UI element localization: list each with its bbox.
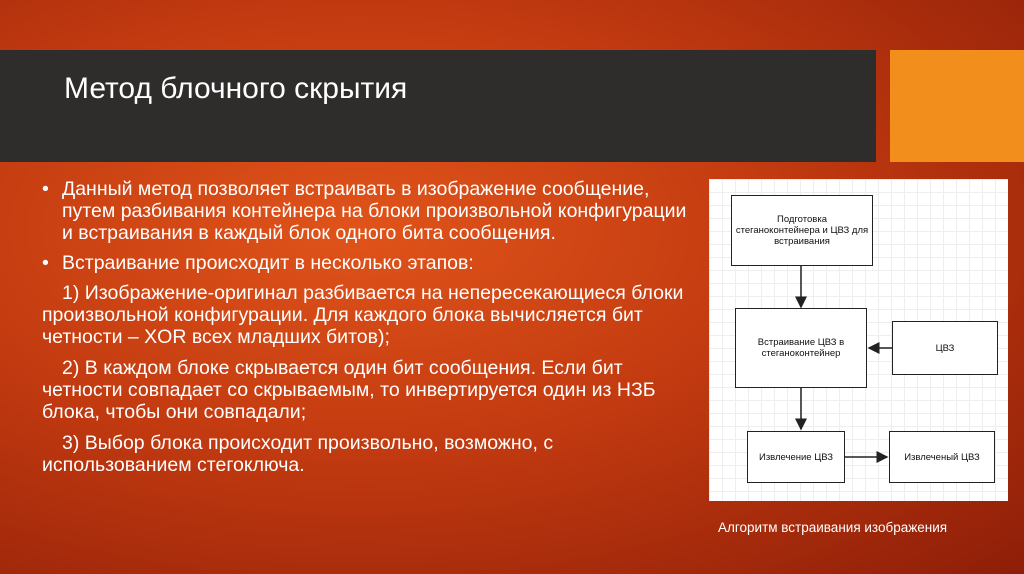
- step-text: Изображение-оригинал разбивается на непересекающиеся блоки произвольной конфигурации. Для каждого блока вычисляется бит четности – XOR всех младших битов);: [42, 282, 684, 348]
- bullet-marker: •: [42, 252, 49, 274]
- step-number: 2): [62, 357, 80, 379]
- bullet-marker: •: [42, 178, 49, 200]
- step-number: 1): [62, 282, 80, 304]
- box-extracted: Извлеченый ЦВЗ: [889, 431, 995, 483]
- step-item: [42, 432, 702, 476]
- box-prepare: Подготовка стеганоконтейнера и ЦВЗ для встраивания: [731, 195, 873, 266]
- step-text: В каждом блоке скрывается один бит сообщения. Если бит четности совпадает со скрываемым, то инвертируется один из НЗБ блока, чтобы они совпадали;: [42, 357, 656, 423]
- box-embed: Встраивание ЦВЗ в стеганоконтейнер: [735, 308, 867, 388]
- box-extract: Извлечение ЦВЗ: [747, 431, 845, 483]
- bullet-item: [42, 252, 702, 274]
- step-item: [42, 282, 702, 348]
- diagram-caption: Алгоритм встраивания изображения: [718, 520, 948, 535]
- bullet-text: Данный метод позволяет встраивать в изображение сообщение, путем разбивания контейнера на блоки произвольной конфигурации и встраивания в каждый блок одного бита сообщения.: [62, 178, 687, 244]
- flowchart-diagram: [709, 179, 1008, 501]
- slide-title: Метод блочного скрытия: [64, 72, 408, 105]
- step-text: Выбор блока происходит произвольно, возможно, с использованием стегоключа.: [42, 432, 554, 476]
- title-bar: [0, 50, 876, 162]
- box-cvz: ЦВЗ: [892, 321, 998, 375]
- slide-content: [42, 178, 702, 485]
- step-number: 3): [62, 432, 80, 454]
- bullet-item: [42, 178, 702, 244]
- bullet-text: Встраивание происходит в несколько этапов:: [62, 252, 474, 274]
- accent-block: [890, 50, 1024, 162]
- step-item: [42, 357, 702, 423]
